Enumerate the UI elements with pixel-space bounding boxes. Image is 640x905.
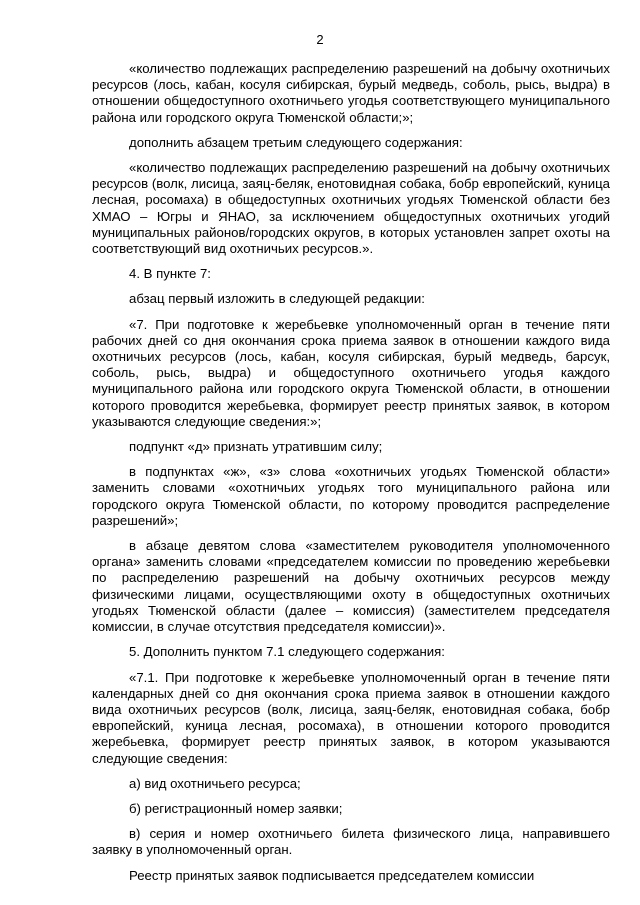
paragraph-item-4-heading: 4. В пункте 7: <box>129 266 211 282</box>
paragraph-ninth-clause: в абзаце девятом слова «заместителем руководителя уполномоченного органа» заменить словами «председателем комиссии по проведению жеребьевки по распределению разрешений на добычу охотничьих ресурсов между физическими лицами, осуществляющими охоту в общедоступных охотничьих угодьях Тюменской области (далее – комиссия) (заместителем председателя комиссии, в случае отсутствия председателя комиссии)». <box>92 538 610 635</box>
paragraph-add-third-clause: дополнить абзацем третьим следующего содержания: <box>129 134 463 150</box>
paragraph-quote-count-small-game: «количество подлежащих распределению разрешений на добычу охотничьих ресурсов (волк, лисица, заяц-беляк, енотовидная собака, бобр европейский, куница лесная, росомаха) в общедоступных охотничьих угодьях Тюменской области без ХМАО – Югры и ЯНАО, за исключением общедоступных охотничьих угодий муниципальных районов/городских округов, в которых установлен запрет охоты на соответствующий вид охотничьих ресурсов.». <box>92 160 610 257</box>
paragraph-registry-signed: Реестр принятых заявок подписывается председателем комиссии <box>129 867 535 883</box>
page-number: 2 <box>316 32 324 47</box>
paragraph-subitems-zh-z: в подпунктах «ж», «з» слова «охотничьих угодьях Тюменской области» заменить словами «охотничьих угодьях того муниципального района или городского округа Тюменской области, по которому проводится распределение разрешений»; <box>92 464 610 528</box>
list-item-v: в) серия и номер охотничьего билета физического лица, направившего заявку в уполномоченный орган. <box>92 826 610 858</box>
list-item-a: а) вид охотничьего ресурса; <box>129 775 301 791</box>
paragraph-first-clause-wording: абзац первый изложить в следующей редакции: <box>129 291 425 307</box>
document-body <box>92 61 610 893</box>
list-item-b: б) регистрационный номер заявки; <box>129 800 343 816</box>
paragraph-item-5-heading: 5. Дополнить пунктом 7.1 следующего содержания: <box>129 644 445 660</box>
paragraph-subitem-d-void: подпункт «д» признать утратившим силу; <box>129 439 383 455</box>
paragraph-quote-item-7: «7. При подготовке к жеребьевке уполномоченный орган в течение пяти рабочих дней со дня окончания срока приема заявок в отношении каждого вида охотничьих ресурсов (лось, кабан, косуля сибирская, бурый медведь, барсук, соболь, рысь, выдра) и общедоступного охотничьего угодья каждого муниципального района или городского округа Тюменской области, в отношении которого проводится жеребьевка, формирует реестр принятых заявок, в котором указываются следующие сведения:»; <box>92 316 610 429</box>
paragraph-quote-item-7-1: «7.1. При подготовке к жеребьевке уполномоченный орган в течение пяти календарных дней со дня окончания срока приема заявок в отношении каждого вида охотничьих ресурсов (волк, лисица, заяц-беляк, енотовидная собака, бобр европейский, куница лесная, росомаха), в отношении которого проводится жеребьевка, формирует реестр принятых заявок, в котором указываются следующие сведения: <box>92 669 610 766</box>
paragraph-quote-count-large-game: «количество подлежащих распределению разрешений на добычу охотничьих ресурсов (лось, кабан, косуля сибирская, бурый медведь, соболь, рысь, выдра) в отношении общедоступного охотничьего угодья соответствующего муниципального района или городского округа Тюменской области;»; <box>92 61 610 125</box>
